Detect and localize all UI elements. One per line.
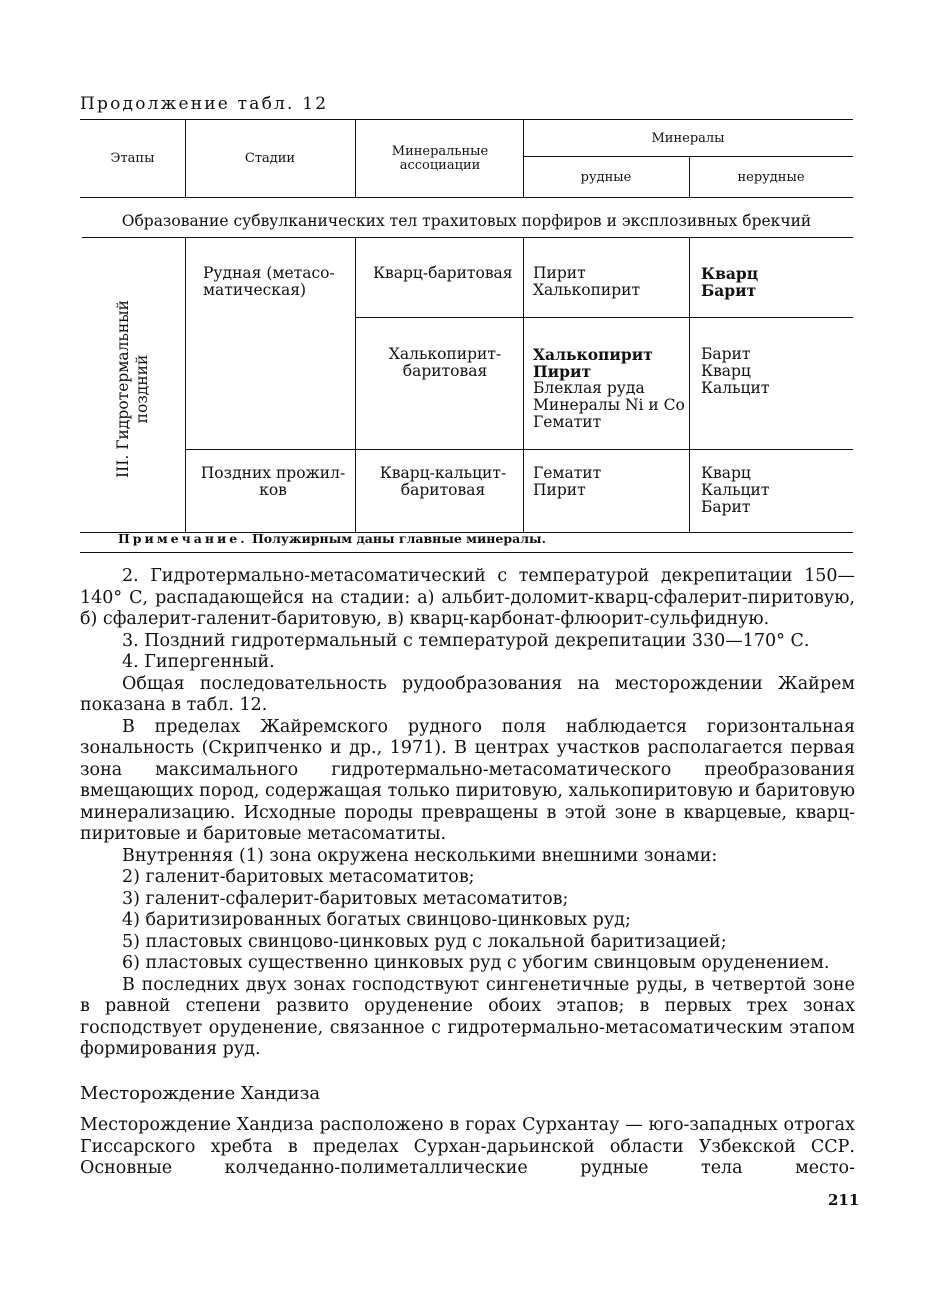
table-caption: Продолжение табл. 12 [80,94,329,114]
paragraph-1: 2. Гидротермально-метасоматический с температурой декрепитации 150—140° С, распадающейся на стадии: а) альбит-доломит-кварц-сфалерит-пиритовую, б) сфалерит-галенит-баритовую, в) кварц-карбонат-флюорит-сульфидную. [80,566,855,629]
row3-substage: Поздних прожил-ков [200,464,346,499]
row3-nonore-3: Барит [701,498,751,516]
table-top-rule [80,119,853,120]
note-rule [80,552,853,553]
stage-label-text: III. Гидротермальный поздний [114,300,151,478]
row1-ore-2: Халькопирит [533,281,641,299]
row2-ore-bold-2: Пирит [533,362,592,381]
header-stages: Этапы [110,151,155,166]
table-note [118,531,546,546]
row2-ore-3: Гематит [533,413,602,431]
list-item-2: 2) галенит-баритовых метасоматитов; [122,867,475,887]
row1-nonore [701,265,758,299]
row1-nonore-2: Барит [701,281,757,300]
list-item-4: 4) баритизированных богатых свинцово-цинковых руд; [122,910,631,930]
row3-ore-2: Пирит [533,481,586,499]
section-heading: Месторождение Хандиза [80,1083,321,1104]
body-divider-2 [355,237,356,532]
row2-ore [533,346,685,431]
row1-nonore-1: Кварц [701,264,759,283]
row3-nonore [701,465,769,516]
list-item-6: 6) пластовых существенно цинковых руд с убогим свинцовым оруденением. [122,953,830,973]
paragraph-4: Общая последовательность рудообразования на месторождении Жайрем показана в табл. 12. [80,673,855,715]
note-label: Примечание. [118,531,248,546]
row3-ore [533,465,601,499]
header-associations: Минеральные ассоциации [391,144,489,173]
section-title: Образование субвулканических тел трахитовых порфиров и эксплозивных брекчий [121,212,812,230]
row3-association: Кварц-кальцит-баритовая [379,464,507,499]
stages-table [80,119,853,554]
row2-nonore-3: Кальцит [701,379,770,397]
header-ore: рудные [580,170,632,185]
section-paragraph: Месторождение Хандиза расположено в горах Сурхантау — юго-западных отрогах Гиссарского хребта в пределах Сурхан-дарьинской области Узбекской ССР. Основные колчеданно-полиметаллические рудные тела место- [80,1115,855,1178]
page-number: 211 [828,1191,860,1209]
paragraph-6: Внутренняя (1) зона окружена несколькими внешними зонами: [122,845,718,866]
body-divider-4 [689,237,690,532]
row1-ore-1: Пирит [533,264,586,282]
header-nonore: нерудные [737,170,805,185]
header-divider-2 [355,119,356,197]
row3-nonore-2: Кальцит [701,481,770,499]
body-divider-3 [523,237,524,532]
row1-ore [533,265,640,299]
stage-label [96,294,170,484]
paragraph-2: 3. Поздний гидротермальный с температурой декрепитации 330—170° С. [122,630,810,651]
row2-nonore-2: Кварц [701,362,751,380]
row2-nonore-1: Барит [701,345,751,363]
header-divider-3 [523,119,524,197]
header-bottom-rule [80,197,853,198]
row1-rule [355,317,853,318]
row1-association: Кварц-баритовая [373,264,513,282]
section-body [80,1115,855,1180]
body-divider-1 [185,237,186,532]
list-item-3: 3) галенит-сфалерит-баритовых метасоматитов; [122,888,569,909]
list-item-5: 5) пластовых свинцово-цинковых руд с локальной баритизацией; [122,931,727,952]
row1-substage: Рудная (метасо-матическая) [203,264,335,299]
minerals-header-rule [523,156,853,157]
paragraph-5: В пределах Жайремского рудного поля наблюдается горизонтальная зональность (Скрипченко и др., 1971). В центрах участков располагается первая зона максимального гидротермально-метасоматического преобразования вмещающих пород, содержащая только пиритовую, халькопиритовую и баритовую минерализацию. Исходные породы превращены в этой зоне в кварцевые, кварц-пиритовые и баритовые метасоматиты. [80,716,855,844]
row2-association: Халькопирит-баритовая [388,345,502,380]
row3-nonore-1: Кварц [701,464,751,482]
section-rule [82,237,853,238]
row2-ore-1: Блеклая руда [533,379,645,397]
header-substages: Стадии [244,151,296,166]
note-text: Полужирным даны главные минералы. [251,531,546,546]
paragraph-3: 4. Гипергенный. [122,652,275,672]
paragraph-7: В последних двух зонах господствуют сингенетичные руды, в четвертой зоне в равной степени развито оруденение обоих этапов; в первых трех зонах господствует оруденение, связанное с гидротермально-метасоматическим этапом формирования руд. [80,974,855,1059]
row3-ore-1: Гематит [533,464,602,482]
row2-nonore [701,346,769,397]
row2-rule [185,449,853,450]
body-text [80,566,855,1061]
row2-ore-bold-1: Халькопирит [533,345,653,364]
row2-ore-2: Минералы Ni и Co [533,396,685,414]
header-minerals: Минералы [651,131,725,146]
